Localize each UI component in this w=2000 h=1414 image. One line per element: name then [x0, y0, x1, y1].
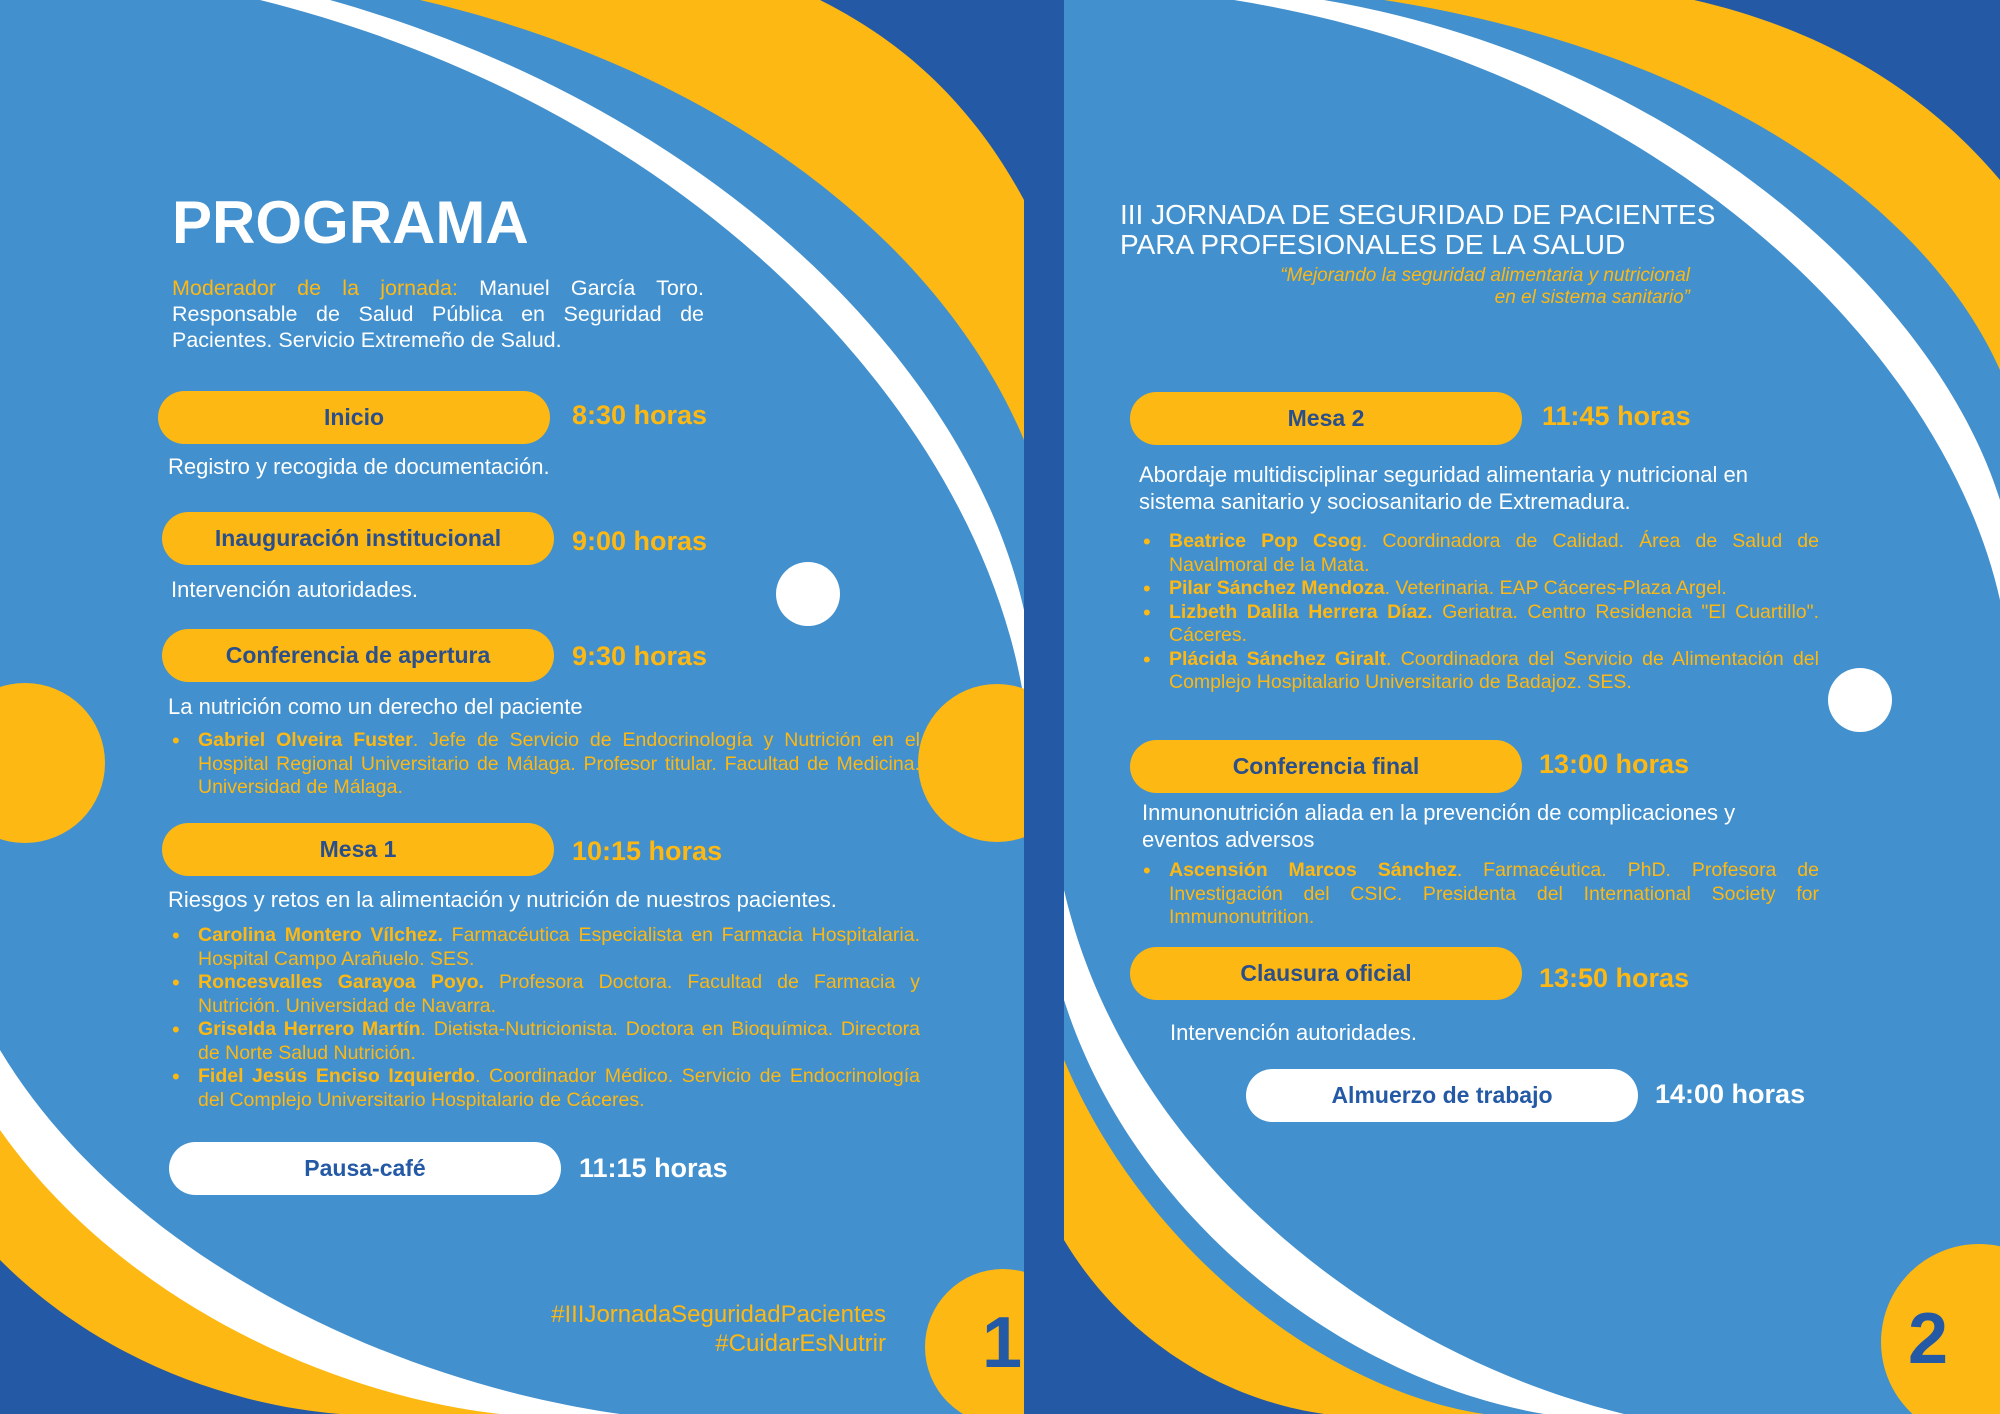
session-conferencia-apertura-label: Conferencia de apertura — [162, 629, 554, 682]
session-pausa-cafe-label: Pausa-café — [169, 1142, 561, 1195]
session-mesa-1-label: Mesa 1 — [162, 823, 554, 876]
moderator-info: Manuel García Toro. Responsable de Salud Pública en Seguridad de Pacientes. Servicio Extremeño de Salud. — [172, 276, 704, 352]
session-mesa-1-description: Riesgos y retos en la alimentación y nutrición de nuestros pacientes. — [168, 887, 837, 912]
moderator-label: Moderador de la jornada: — [172, 276, 458, 300]
session-inicio-description: Registro y recogida de documentación. — [168, 454, 550, 479]
speaker-item: • Carolina Montero Vílchez. Farmacéutica Especialista en Farmacia Hospitalaria. Hospital Campo Arañuelo. SES. — [198, 924, 920, 971]
session-inauguracion-time: 9:00 horas — [572, 526, 708, 556]
event-subtitle — [1120, 265, 1690, 309]
speaker-item: • Gabriel Olveira Fuster. Jefe de Servicio de Endocrinología y Nutrición en el Hospital Regional Universitario de Málaga. Profesor titular. Facultad de Medicina. Universidad de Málaga. — [198, 729, 920, 800]
speaker-item: • Pilar Sánchez Mendoza. Veterinaria. EAP Cáceres-Plaza Argel. — [1169, 577, 1819, 601]
session-inauguracion-label: Inauguración institucional — [162, 512, 554, 565]
hashtag: #IIIJornadaSeguridadPacientes — [551, 1301, 886, 1328]
moderator-text — [172, 275, 704, 353]
session-conferencia-apertura-description: La nutrición como un derecho del paciente — [168, 694, 583, 719]
event-title — [1120, 200, 1715, 260]
session-clausura-time: 13:50 horas — [1539, 963, 1690, 993]
speaker-list-mesa-2 — [1139, 530, 1819, 695]
speaker-item: • Roncesvalles Garayoa Poyo. Profesora Doctora. Facultad de Farmacia y Nutrición. Universidad de Navarra. — [198, 971, 920, 1018]
session-clausura-description: Intervención autoridades. — [1170, 1020, 1418, 1045]
session-pausa-cafe-time: 11:15 horas — [579, 1153, 728, 1183]
hashtag: #CuidarEsNutrir — [715, 1330, 886, 1357]
yellow-circle-left — [0, 683, 105, 843]
session-conferencia-final-description: Inmunonutrición aliada en la prevención de complicaciones y eventos adversos — [1142, 800, 1736, 852]
speaker-list-conferencia-apertura — [168, 729, 920, 800]
session-inauguracion-description: Intervención autoridades. — [171, 577, 419, 602]
session-mesa-2-time: 11:45 horas — [1542, 401, 1691, 431]
page-number: 2 — [1908, 1299, 1949, 1379]
white-dot — [1828, 668, 1892, 732]
program-page-2 — [1064, 0, 2000, 1414]
hashtags — [490, 1300, 886, 1358]
session-almuerzo-label: Almuerzo de trabajo — [1246, 1069, 1638, 1122]
session-mesa-2-label: Mesa 2 — [1130, 392, 1522, 445]
speaker-item: • Griselda Herrero Martín. Dietista-Nutricionista. Doctora en Bioquímica. Directora de Norte Salud Nutrición. — [198, 1018, 920, 1065]
speaker-list-mesa-1 — [168, 924, 920, 1112]
session-conferencia-final-time: 13:00 horas — [1539, 749, 1690, 779]
event-title-line: PARA PROFESIONALES DE LA SALUD — [1120, 229, 1626, 260]
session-conferencia-final-label: Conferencia final — [1130, 740, 1522, 793]
speaker-item: • Fidel Jesús Enciso Izquierdo. Coordinador Médico. Servicio de Endocrinología del Complejo Universitario Hospitalario de Cáceres. — [198, 1065, 920, 1112]
session-conferencia-apertura-time: 9:30 horas — [572, 641, 708, 671]
session-almuerzo-time: 14:00 horas — [1655, 1079, 1806, 1109]
yellow-circle-right — [918, 684, 1024, 842]
speaker-item: • Beatrice Pop Csog. Coordinadora de Calidad. Área de Salud de Navalmoral de la Mata. — [1169, 530, 1819, 577]
event-title-line: III JORNADA DE SEGURIDAD DE PACIENTES — [1120, 199, 1716, 230]
speaker-item: • Lizbeth Dalila Herrera Díaz. Geriatra. Centro Residencia "El Cuartillo". Cáceres. — [1169, 601, 1819, 648]
event-subtitle-line: en el sistema sanitario” — [1494, 287, 1690, 308]
session-inicio-time: 8:30 horas — [572, 400, 708, 430]
event-subtitle-line: “Mejorando la seguridad alimentaria y nutricional — [1280, 265, 1690, 286]
white-dot — [776, 562, 840, 626]
page-title: PROGRAMA — [172, 189, 529, 256]
speaker-item: • Plácida Sánchez Giralt. Coordinadora del Servicio de Alimentación del Complejo Hospitalario Universitario de Badajoz. SES. — [1169, 648, 1819, 695]
session-mesa-2-description: Abordaje multidisciplinar seguridad alimentaria y nutricional en sistema sanitario y sociosanitario de Extremadura. — [1139, 462, 1748, 514]
session-inicio-label: Inicio — [158, 391, 550, 444]
speaker-list-conferencia-final — [1139, 859, 1819, 930]
page-number: 1 — [982, 1303, 1023, 1383]
session-clausura-label: Clausura oficial — [1130, 947, 1522, 1000]
session-mesa-1-time: 10:15 horas — [572, 836, 723, 866]
speaker-item: • Ascensión Marcos Sánchez. Farmacéutica. PhD. Profesora de Investigación del CSIC. Presidenta del International Society for Immunonutrition. — [1169, 859, 1819, 930]
